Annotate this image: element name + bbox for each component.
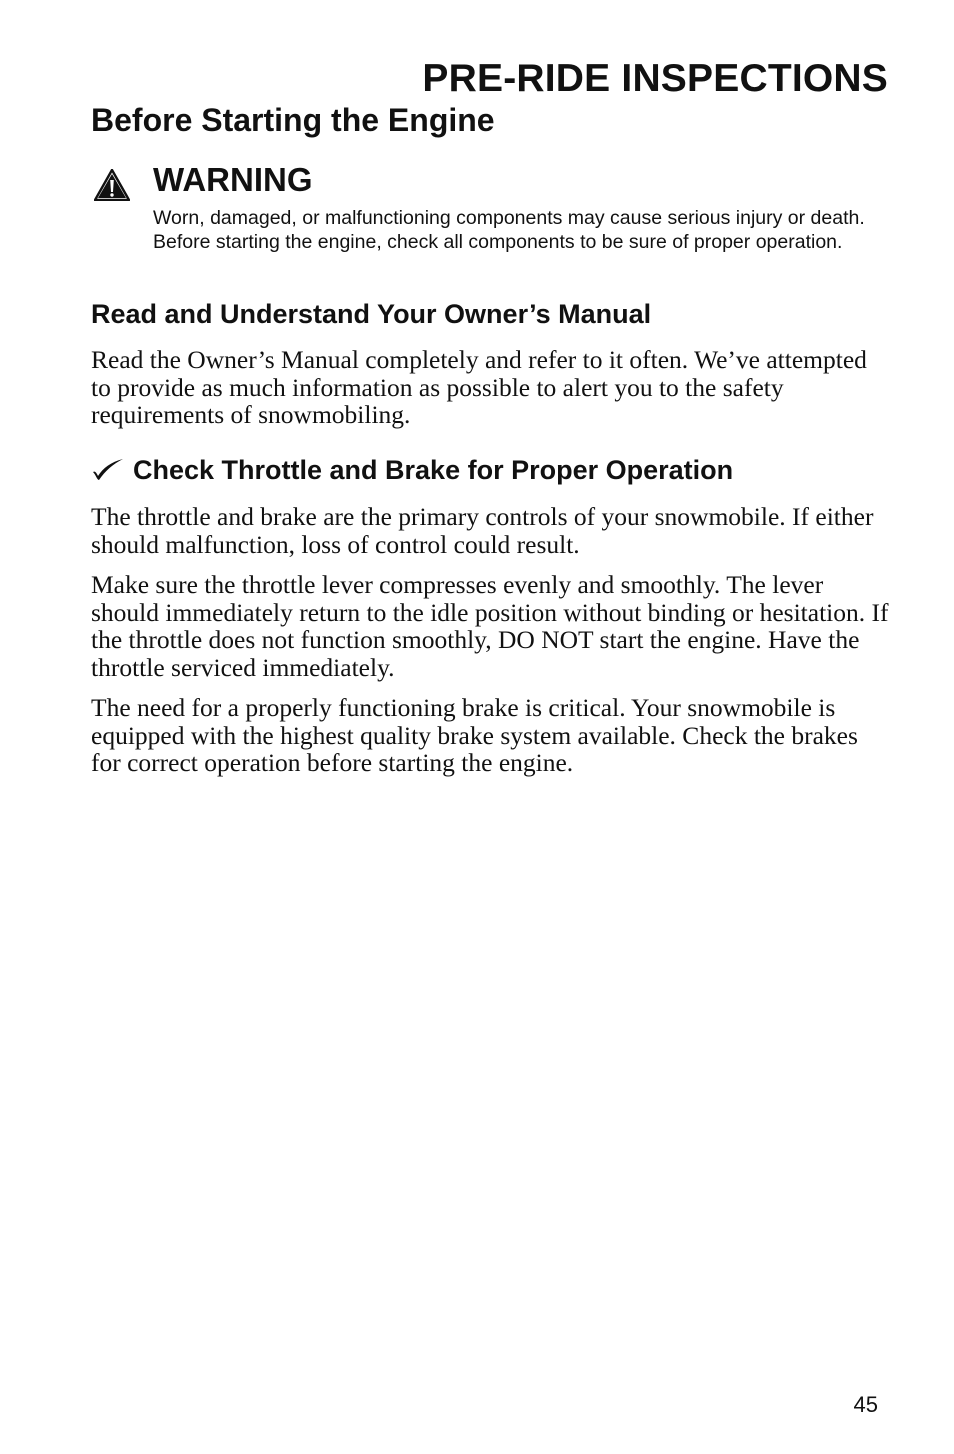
- warning-triangle-icon: [94, 169, 130, 201]
- section-title: Before Starting the Engine: [91, 102, 495, 138]
- checkmark-icon: [91, 458, 125, 482]
- throttle-heading-text: Check Throttle and Brake for Proper Operation: [133, 455, 734, 485]
- page-number: 45: [853, 1392, 878, 1417]
- manual-heading: Read and Understand Your Owner’s Manual: [91, 299, 652, 329]
- warning-text: Worn, damaged, or malfunctioning components may cause serious injury or death. Before starting the engine, check all components to be sure of proper operation.: [153, 207, 865, 253]
- page-title: PRE-RIDE INSPECTIONS: [422, 57, 888, 100]
- warning-heading: WARNING: [153, 161, 313, 198]
- throttle-paragraph-3: The need for a properly functioning brake is critical. Your snowmobile is equipped with the highest quality brake system available. Check the brakes for correct operation before starting the engine.: [91, 693, 858, 778]
- throttle-paragraph-2: Make sure the throttle lever compresses evenly and smoothly. The lever should immediately return to the idle position without binding or hesitation. If the throttle does not function smoothly, DO NOT start the engine. Have the throttle serviced immediately.: [91, 570, 889, 683]
- throttle-paragraph-1: The throttle and brake are the primary controls of your snowmobile. If either should malfunction, loss of control could result.: [91, 502, 874, 559]
- throttle-heading: [91, 452, 733, 488]
- manual-paragraph: Read the Owner’s Manual completely and refer to it often. We’ve attempted to provide as much information as possible to alert you to the safety requirements of snowmobiling.: [91, 345, 867, 430]
